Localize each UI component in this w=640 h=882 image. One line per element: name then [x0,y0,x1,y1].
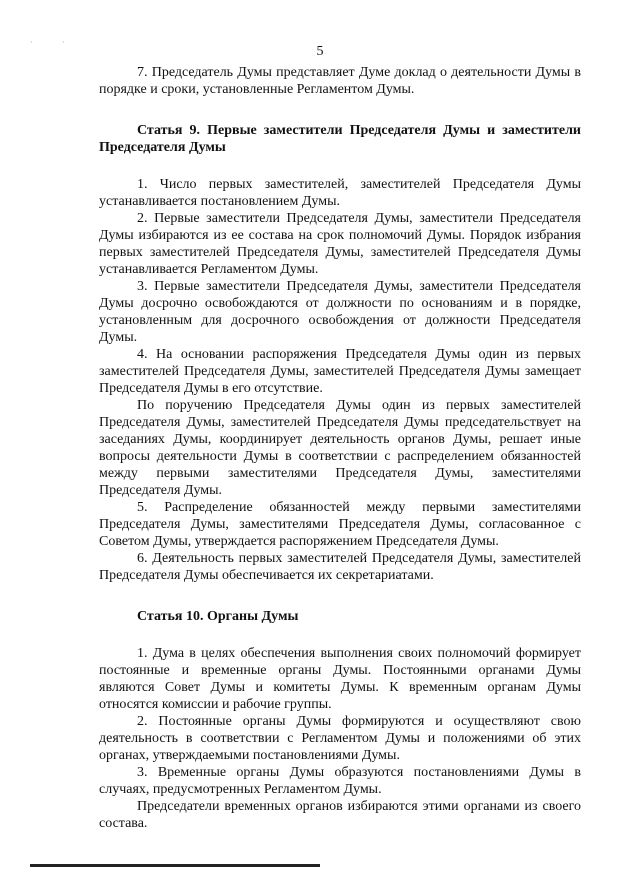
article9-paragraph: 2. Первые заместители Председателя Думы, заместители Председателя Думы избираются из ее состава на срок полномочий Думы. Порядок избрания первых заместителей Председателя Думы, заместителей Председателя Думы устанавливается Регламентом Думы. [99,211,581,277]
article9-title: Статья 9. Первые заместители Председателя Думы и заместители Председателя Думы [99,123,581,155]
article9-paragraph: 1. Число первых заместителей, заместителей Председателя Думы устанавливается постановлением Думы. [99,177,581,209]
document-body [99,64,581,832]
article10-title: Статья 10. Органы Думы [137,609,299,624]
page-number: 5 [316,44,324,59]
scan-speck: · [62,38,65,47]
article9-paragraph: По поручению Председателя Думы один из первых заместителей Председателя Думы, заместителей Председателя Думы председательствует на заседаниях Думы, координирует деятельность органов Думы, решает иные вопросы деятельности Думы в соответствии с распределением обязанностей между первыми заместителями Председателя Думы, заместителями Председателя Думы. [99,398,581,498]
article9-paragraph: 6. Деятельность первых заместителей Председателя Думы, заместителей Председателя Думы обеспечивается их секретариатами. [99,551,581,583]
article10-paragraph: 3. Временные органы Думы образуются постановлениями Думы в случаях, предусмотренных Регламентом Думы. [99,765,581,797]
article10-paragraph: 2. Постоянные органы Думы формируются и осуществляют свою деятельность в соответствии с Регламентом Думы и положениями об этих органах, утверждаемыми постановлениями Думы. [99,714,581,763]
article9-paragraph: 3. Первые заместители Председателя Думы, заместители Председателя Думы досрочно освобождаются от должности по основаниям и в порядке, установленным для досрочного освобождения от должности Председателя Думы. [99,279,581,345]
article10-paragraph: 1. Дума в целях обеспечения выполнения своих полномочий формирует постоянные и временные органы Думы. Постоянными органами Думы являются Совет Думы и комитеты Думы. К временным органам Думы относятся комиссии и рабочие группы. [99,646,581,712]
article9-paragraph: 5. Распределение обязанностей между первыми заместителями Председателя Думы, заместителями Председателя Думы, согласованное с Советом Думы, утверждается распоряжением Председателя Думы. [99,500,581,549]
bottom-rule [30,864,320,867]
article9-paragraph: 4. На основании распоряжения Председателя Думы один из первых заместителей Председателя Думы, заместителей Председателя Думы замещает Председателя Думы в его отсутствие. [99,347,581,396]
article10-paragraph: Председатели временных органов избираются этими органами из своего состава. [99,799,581,831]
article8-paragraph-7: 7. Председатель Думы представляет Думе доклад о деятельности Думы в порядке и сроки, установленные Регламентом Думы. [99,65,581,97]
scan-speck: · [30,38,33,47]
